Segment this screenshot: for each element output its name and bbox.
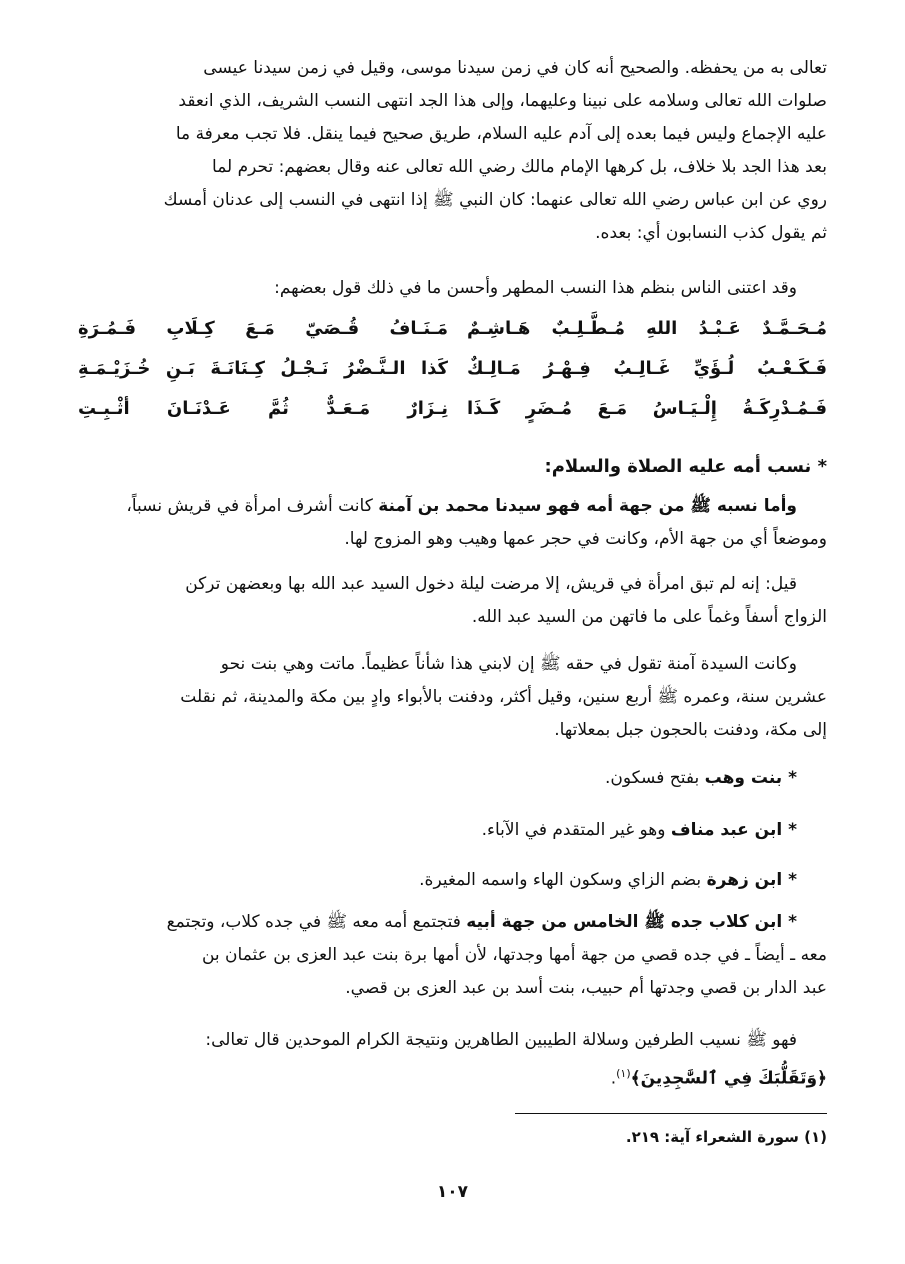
bullet-rest: بضم الزاي وسكون الهاء واسمه المغيرة. [419, 870, 707, 890]
qila-line2: الزواج أسفاً وغماً على ما فاتهن من السيد عبد الله. [471, 607, 827, 627]
bullet-bold: * ابن عبد مناف [670, 820, 797, 840]
closing-paragraph [78, 1024, 827, 1096]
closing-line1: فهو ﷺ نسيب الطرفين وسلالة الطيبين الطاهرين ونتيجة الكرام الموحدين قال تعالى: [205, 1030, 797, 1050]
intro-line: ثم يقول كذب النسابون أي: بعده. [595, 223, 827, 243]
poem-intro [78, 272, 827, 305]
qila-paragraph [78, 568, 827, 634]
footnote-ref: (١) [616, 1067, 631, 1080]
intro-line: تعالى به من يحفظه. والصحيح أنه كان في زمن سيدنا موسى، وقيل في زمن سيدنا عيسى [203, 58, 827, 78]
page-number: ١٠٧ [436, 1182, 469, 1202]
intro-line: صلوات الله تعالى وسلامه على نبينا وعليهما، وإلى هذا الجد انتهى النسب الشريف، الذي انعقد [178, 91, 827, 111]
bullet-rest: بفتح فسكون. [605, 768, 705, 788]
kilab-paragraph [78, 906, 827, 1005]
poem-hemistich-right: فَـكَـعْـبُ لُـؤَيِّ غَـالِـبُ فِـهْـرُ مَـالِـكٌ [467, 358, 827, 379]
qila-line1: قيل: إنه لم تبق امرأة في قريش، إلا مرضت ليلة دخول السيد عبد الله بها وبعضهن تركن [185, 574, 797, 594]
kilab-line3: عبد الدار بن قصي وجدتها أم حبيب، بنت أسد بن عبد العزى بن قصي. [345, 978, 827, 998]
intro-paragraph [78, 52, 827, 250]
bullet-bold: * ابن زهرة [706, 870, 797, 890]
mother-bold: وأما نسبه ﷺ من جهة أمه فهو سيدنا محمد بن آمنة [378, 496, 797, 516]
poem-verse-2 [78, 358, 827, 392]
footnote: (١) سورة الشعراء آية: ٢١٩. [625, 1128, 827, 1146]
amina-line1: وكانت السيدة آمنة تقول في حقه ﷺ إن لابني هذا شأناً عظيماً. ماتت وهي بنت نحو [220, 654, 797, 674]
bullet-item [78, 762, 827, 795]
poem-hemistich-right: فَـمُـدْرِكَـةُ إِلْـيَـاسُ مَـعَ مُـضَرٍ كَـذَا [467, 398, 827, 419]
kilab-bold: * ابن كلاب جده ﷺ الخامس من جهة أبيه [466, 912, 797, 932]
amina-line3: إلى مكة، ودفنت بالحجون جبل بمعلاتها. [554, 720, 827, 740]
quran-verse: ﴿وَتَقَلُّبَكَ فِي ٱلسَّٰجِدِينَ﴾ [630, 1068, 827, 1089]
intro-line: بعد هذا الجد بلا خلاف، بل كرهها الإمام مالك رضي الله تعالى عنه وقال بعضهم: تحرم لما [212, 157, 827, 177]
poem-hemistich-left: كَذا الـنَّـضْرُ نَـجْـلُ كِـنَانَـةَ بَـنِ خُـزَيْـمَـةِ [78, 358, 448, 379]
intro-line: عليه الإجماع وليس فيما بعده إلى آدم عليه السلام، طريق صحيح فيما ينقل. فلا تجب معرفة ما [175, 124, 827, 144]
section-heading: * نسب أمه عليه الصلاة والسلام: [544, 456, 827, 477]
mother-line2: وموضعاً أي من جهة الأم، وكانت في حجر عمها وهيب وهو المزوج لها. [344, 529, 827, 549]
poem-hemistich-right: مُـحَـمَّـدٌ عَـبْـدُ اللهِ مُـطَّـلِـبٌ هَـاشِـمٌ [467, 318, 827, 339]
bullet-rest: وهو غير المتقدم في الآباء. [481, 820, 671, 840]
poem-hemistich-left: مَـنَـافُ قُـصَيّ مَـعَ كِـلَابِ فَـمُـرَةِ [78, 318, 448, 339]
bullet-item [78, 814, 827, 847]
bullet-bold: * بنت وهب [704, 768, 797, 788]
amina-line2: عشرين سنة، وعمره ﷺ أربع سنين، وقيل أكثر، ودفنت بالأبواء وادٍ بين مكة والمدينة، ثم نقلت [180, 687, 827, 707]
amina-paragraph [78, 648, 827, 747]
mother-rest: كانت أشرف امرأة في قريش نسباً، [126, 496, 379, 516]
poem-verse-3 [78, 398, 827, 432]
poem-intro-text: وقد اعتنى الناس بنظم هذا النسب المطهر وأحسن ما في ذلك قول بعضهم: [274, 278, 797, 298]
kilab-line2: معه ـ أيضاً ـ في جده قصي من جهة أمها وجدتها، لأن أمها برة بنت عبد العزى بن عثمان بن [201, 945, 827, 965]
mother-paragraph [78, 490, 827, 556]
closing-punct: . [610, 1068, 617, 1089]
page [78, 0, 827, 1264]
footnote-divider [515, 1113, 827, 1114]
bullet-item [78, 864, 827, 897]
poem-verse-1 [78, 318, 827, 352]
kilab-rest: فتجتمع أمه معه ﷺ في جده كلاب، وتجتمع [166, 912, 467, 932]
poem-hemistich-left: نِـزَارٌ مَـعَـدٌّ ثُمَّ عَـدْنَـانَ أثْـبِـتِ [78, 398, 448, 419]
intro-line: روي عن ابن عباس رضي الله تعالى عنهما: كان النبي ﷺ إذا انتهى في النسب إلى عدنان أمسك [163, 190, 827, 210]
